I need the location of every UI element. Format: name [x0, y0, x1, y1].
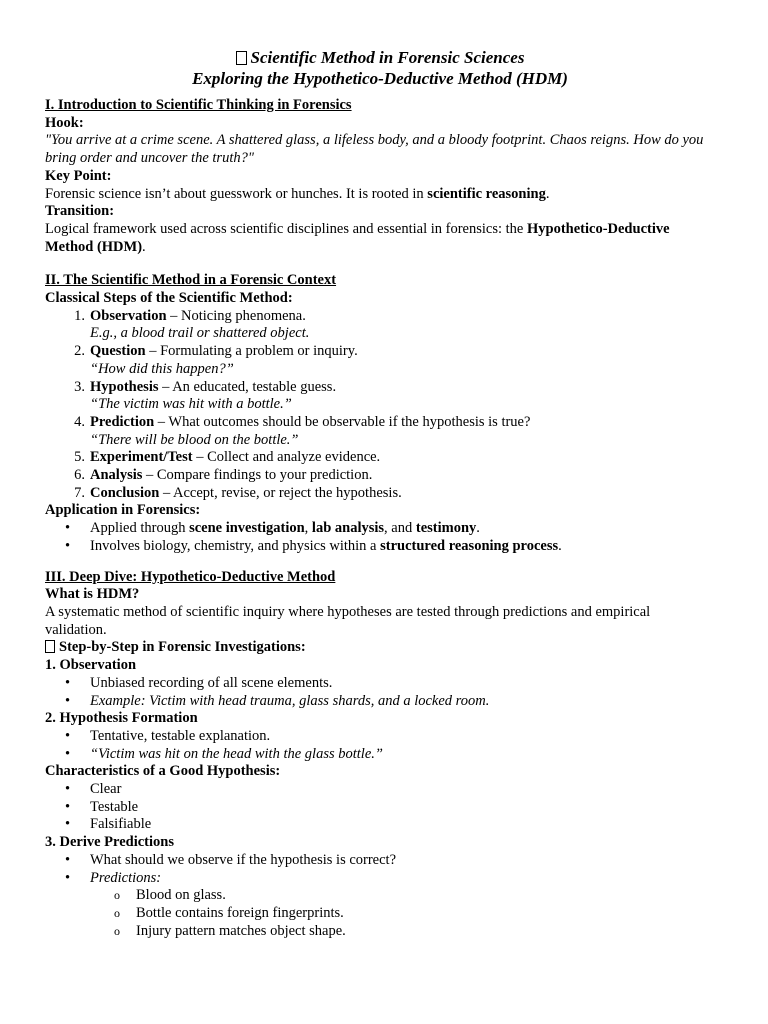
step-desc: – An educated, testable guess. — [158, 378, 337, 395]
list-item — [45, 520, 715, 538]
step-item — [45, 379, 715, 414]
sub-list-item — [45, 905, 715, 923]
bullet-icon: • — [65, 692, 71, 709]
list-item — [45, 675, 715, 693]
step-term: Analysis — [90, 467, 143, 484]
app1-pre: Applied through — [90, 520, 190, 537]
step-term: Observation — [90, 307, 167, 324]
title-line-2: Exploring the Hypothetico-Deductive Method (HDM) — [192, 69, 568, 88]
sub-list-item-text: Injury pattern matches object shape. — [136, 922, 346, 939]
step-item — [45, 485, 715, 503]
step-desc: – What outcomes should be observable if the hypothesis is true? — [154, 413, 531, 430]
circle-bullet-icon: o — [114, 905, 120, 920]
what-label: What is HDM? — [45, 586, 140, 603]
list-item — [45, 781, 715, 799]
list-item — [45, 799, 715, 817]
hook-text: "You arrive at a crime scene. A shattered glass, a lifeless body, and a bloody footprint. Chaos reigns. How do you bring order and uncover the truth?" — [45, 132, 704, 167]
app1-post: . — [476, 520, 480, 537]
step-term: Question — [90, 343, 146, 360]
list-item — [45, 870, 715, 888]
app2-post: . — [558, 537, 562, 554]
list-item-text: Unbiased recording of all scene elements. — [90, 674, 333, 691]
step-desc: – Compare findings to your prediction. — [142, 467, 373, 484]
step-number: 6. — [74, 467, 85, 484]
step-desc: – Accept, revise, or reject the hypothesis. — [159, 484, 402, 501]
step-desc: – Collect and analyze evidence. — [192, 449, 381, 466]
list-item-text: Predictions: — [90, 869, 162, 886]
transition-text — [45, 221, 715, 256]
missing-glyph-icon — [45, 640, 55, 653]
step-item — [45, 467, 715, 485]
circle-bullet-icon: o — [114, 888, 120, 903]
app1-bold-2: lab analysis — [311, 520, 385, 537]
step-example: “There will be blood on the bottle.” — [90, 431, 299, 448]
sub-list-item — [45, 923, 715, 941]
section-2-heading: II. The Scientific Method in a Forensic Context — [45, 272, 337, 289]
step-example: “The victim was hit with a bottle.” — [90, 396, 292, 413]
step-number: 3. — [74, 378, 85, 395]
step-number: 7. — [74, 484, 85, 501]
what-text: A systematic method of scientific inquiry where hypotheses are tested through predictions and empirical validation. — [45, 603, 651, 638]
stepbystep-label — [45, 639, 715, 657]
step-term: Conclusion — [90, 484, 160, 501]
bullet-icon: • — [65, 520, 71, 537]
list-item — [45, 746, 715, 764]
sub-list-item — [45, 887, 715, 905]
bullet-icon: • — [65, 798, 71, 815]
title-line-1 — [45, 47, 715, 68]
transition-bold: Hypothetico-Deductive Method (HDM) — [45, 220, 670, 255]
bullet-icon: • — [65, 745, 71, 762]
step-item — [45, 414, 715, 449]
step-item — [45, 308, 715, 343]
app2-bold: structured reasoning process — [380, 537, 559, 554]
hook-label: Hook: — [45, 114, 84, 131]
step-item — [45, 343, 715, 378]
step-number: 1. — [74, 307, 85, 324]
bullet-icon: • — [65, 727, 71, 744]
steps-label: Classical Steps of the Scientific Method: — [45, 290, 293, 307]
list-item — [45, 538, 715, 556]
list-item-text: Falsifiable — [90, 816, 152, 833]
app2-pre: Involves biology, chemistry, and physics within a — [90, 537, 381, 554]
bullet-icon: • — [65, 869, 71, 886]
transition-post: . — [142, 238, 146, 255]
observation-label: 1. Observation — [45, 657, 137, 674]
bullet-icon: • — [65, 781, 71, 798]
bullet-icon: • — [65, 674, 71, 691]
list-item — [45, 693, 715, 711]
observation-list — [45, 675, 715, 710]
bullet-icon: • — [65, 816, 71, 833]
section-1-heading: I. Introduction to Scientific Thinking in Forensics — [45, 97, 352, 113]
step-term: Prediction — [90, 413, 155, 430]
keypoint-text — [45, 186, 715, 204]
step-term: Experiment/Test — [90, 449, 193, 466]
hypothesis-label: 2. Hypothesis Formation — [45, 710, 198, 727]
app1-bold-1: scene investigation — [189, 520, 305, 537]
application-label: Application in Forensics: — [45, 502, 201, 519]
list-item-text: “Victim was hit on the head with the glass bottle.” — [90, 745, 383, 762]
characteristics-label: Characteristics of a Good Hypothesis: — [45, 763, 281, 780]
characteristics-list — [45, 781, 715, 834]
step-desc: – Noticing phenomena. — [166, 307, 306, 324]
keypoint-label: Key Point: — [45, 167, 112, 184]
missing-glyph-icon — [236, 51, 247, 65]
list-item-text: Clear — [90, 781, 122, 798]
step-number: 4. — [74, 413, 85, 430]
step-item — [45, 449, 715, 467]
keypoint-bold: scientific reasoning — [427, 185, 546, 202]
bullet-icon: • — [65, 537, 71, 554]
predictions-list — [45, 852, 715, 941]
keypoint-post: . — [545, 185, 550, 202]
transition-label: Transition: — [45, 203, 115, 220]
document-title — [45, 47, 715, 89]
bullet-icon: • — [65, 851, 71, 868]
step-term: Hypothesis — [90, 378, 159, 395]
stepbystep-text: Step-by-Step in Forensic Investigations: — [59, 639, 306, 656]
document-page — [45, 47, 715, 940]
title-text: Scientific Method in Forensic Sciences — [250, 48, 525, 67]
list-item — [45, 728, 715, 746]
list-item-text: Example: Victim with head trauma, glass shards, and a locked room. — [90, 692, 490, 709]
predictions-label: 3. Derive Predictions — [45, 834, 174, 851]
hypothesis-list — [45, 728, 715, 763]
application-list — [45, 520, 715, 555]
sub-list-item-text: Bottle contains foreign fingerprints. — [136, 904, 344, 921]
step-desc: – Formulating a problem or inquiry. — [145, 343, 358, 360]
list-item — [45, 852, 715, 870]
app1-sep-1: , — [304, 520, 312, 537]
step-example: E.g., a blood trail or shattered object. — [90, 325, 310, 342]
app1-bold-3: testimony — [415, 520, 477, 537]
transition-pre: Logical framework used across scientific disciplines and essential in forensics: the — [45, 220, 527, 237]
step-number: 5. — [74, 449, 85, 466]
keypoint-pre: Forensic science isn’t about guesswork or hunches. It is rooted in — [45, 185, 428, 202]
app1-sep-2: , and — [384, 520, 416, 537]
steps-list — [45, 308, 715, 503]
list-item-text: Testable — [90, 798, 139, 815]
list-item-text: What should we observe if the hypothesis is correct? — [90, 851, 397, 868]
sub-list-item-text: Blood on glass. — [136, 887, 226, 904]
list-item — [45, 816, 715, 834]
circle-bullet-icon: o — [114, 923, 120, 938]
step-example: “How did this happen?” — [90, 360, 234, 377]
list-item-text: Tentative, testable explanation. — [90, 727, 271, 744]
section-3-heading: III. Deep Dive: Hypothetico-Deductive Method — [45, 568, 336, 585]
step-number: 2. — [74, 343, 85, 360]
